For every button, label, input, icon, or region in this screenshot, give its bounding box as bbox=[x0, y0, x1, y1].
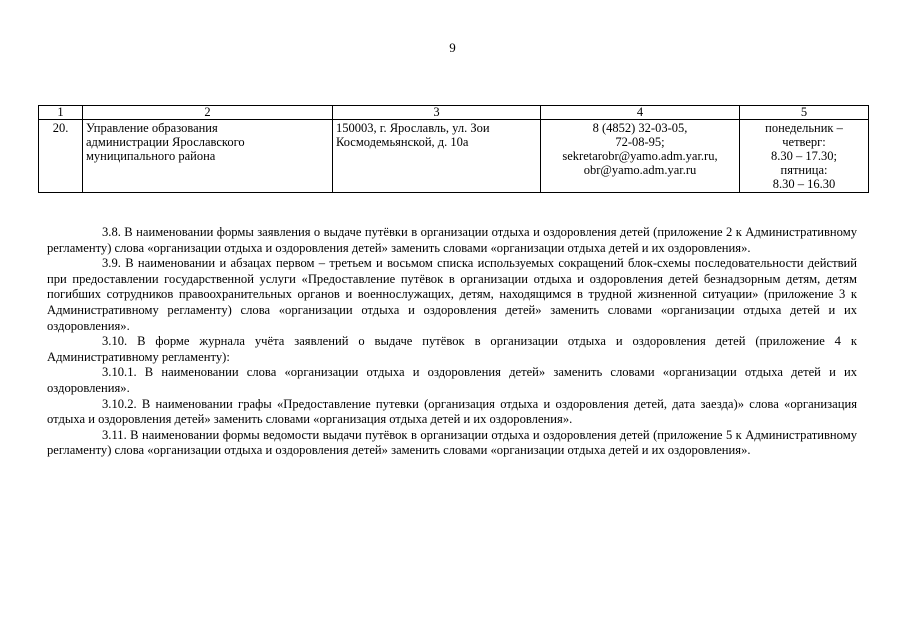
paragraph-3-8: 3.8. В наименовании формы заявления о выдаче путёвки в организации отдыха и оздоровления детей (приложение 2 к Административному регламенту) слова «организации отдыха и оздоровления детей» заменить словами «организации отдыха детей и их оздоровления». bbox=[47, 225, 857, 255]
organization-name-line: администрации Ярославского bbox=[86, 135, 245, 149]
organization-contacts bbox=[541, 120, 740, 193]
row-number: 20. bbox=[39, 120, 83, 193]
organization-name bbox=[83, 120, 333, 193]
contact-line: 8 (4852) 32-03-05, bbox=[592, 121, 688, 135]
working-hours bbox=[740, 120, 869, 193]
paragraph-3-10-1: 3.10.1. В наименовании слова «организации отдыха и оздоровления детей» заменить словами «организации отдыха детей и их оздоровления». bbox=[47, 365, 857, 395]
hours-line: понедельник – bbox=[765, 121, 843, 135]
paragraph-3-10-2: 3.10.2. В наименовании графы «Предоставление путевки (организация отдыха и оздоровления детей, дата заезда)» слова «организация отдыха и оздоровления детей» заменить словами «организация отдыха детей и их оздоровления». bbox=[47, 396, 857, 427]
organization-name-line: муниципального района bbox=[86, 149, 216, 163]
header-col-4: 4 bbox=[541, 106, 740, 120]
address-line: 150003, г. Ярославль, ул. Зои bbox=[336, 121, 490, 135]
address-line: Космодемьянской, д. 10а bbox=[336, 135, 469, 149]
table-row bbox=[39, 120, 869, 193]
contact-line: sekretarobr@yamo.adm.yar.ru, bbox=[562, 149, 718, 163]
table-header-row bbox=[39, 106, 869, 120]
paragraph-3-10: 3.10. В форме журнала учёта заявлений о выдаче путёвок в организации отдыха и оздоровления детей (приложение 4 к Административному регламенту): bbox=[47, 334, 857, 364]
paragraph-3-11: 3.11. В наименовании формы ведомости выдачи путёвок в организации отдыха и оздоровления детей (приложение 5 к Административному регламенту) слова «организации отдыха и оздоровления детей» заменить словами «организации отдыха детей и их оздоровления». bbox=[47, 427, 857, 458]
organization-address bbox=[333, 120, 541, 193]
paragraph-3-9: 3.9. В наименовании и абзацах первом – третьем и восьмом списка используемых сокращений блок-схемы последовательности действий при предоставлении государственной услуги «Предоставление путёвок в организации отдыха и оздоровления детей безнадзорным детям, детям погибших сотрудников правоохранительных органов и военнослужащих, детям, находящимся в трудной жизненной ситуации» (приложение 3 к Административному регламенту) слова «организации отдыха и оздоровления детей» заменить словами «организации отдыха детей и их оздоровления». bbox=[47, 256, 857, 333]
hours-line: 8.30 – 17.30; bbox=[771, 149, 837, 163]
hours-line: 8.30 – 16.30 bbox=[772, 177, 836, 191]
header-col-1: 1 bbox=[39, 106, 83, 120]
page-number: 9 bbox=[449, 40, 456, 55]
header-col-2: 2 bbox=[83, 106, 333, 120]
hours-line: четверг: bbox=[782, 135, 826, 149]
contact-line: obr@yamo.adm.yar.ru bbox=[583, 163, 697, 177]
hours-line: пятница: bbox=[780, 163, 828, 177]
header-col-3: 3 bbox=[333, 106, 541, 120]
table-header bbox=[39, 106, 869, 120]
organizations-table bbox=[38, 105, 869, 193]
organization-name-line: Управление образования bbox=[86, 121, 218, 135]
document-body bbox=[47, 225, 857, 459]
header-col-5: 5 bbox=[740, 106, 869, 120]
contact-line: 72-08-95; bbox=[615, 135, 665, 149]
